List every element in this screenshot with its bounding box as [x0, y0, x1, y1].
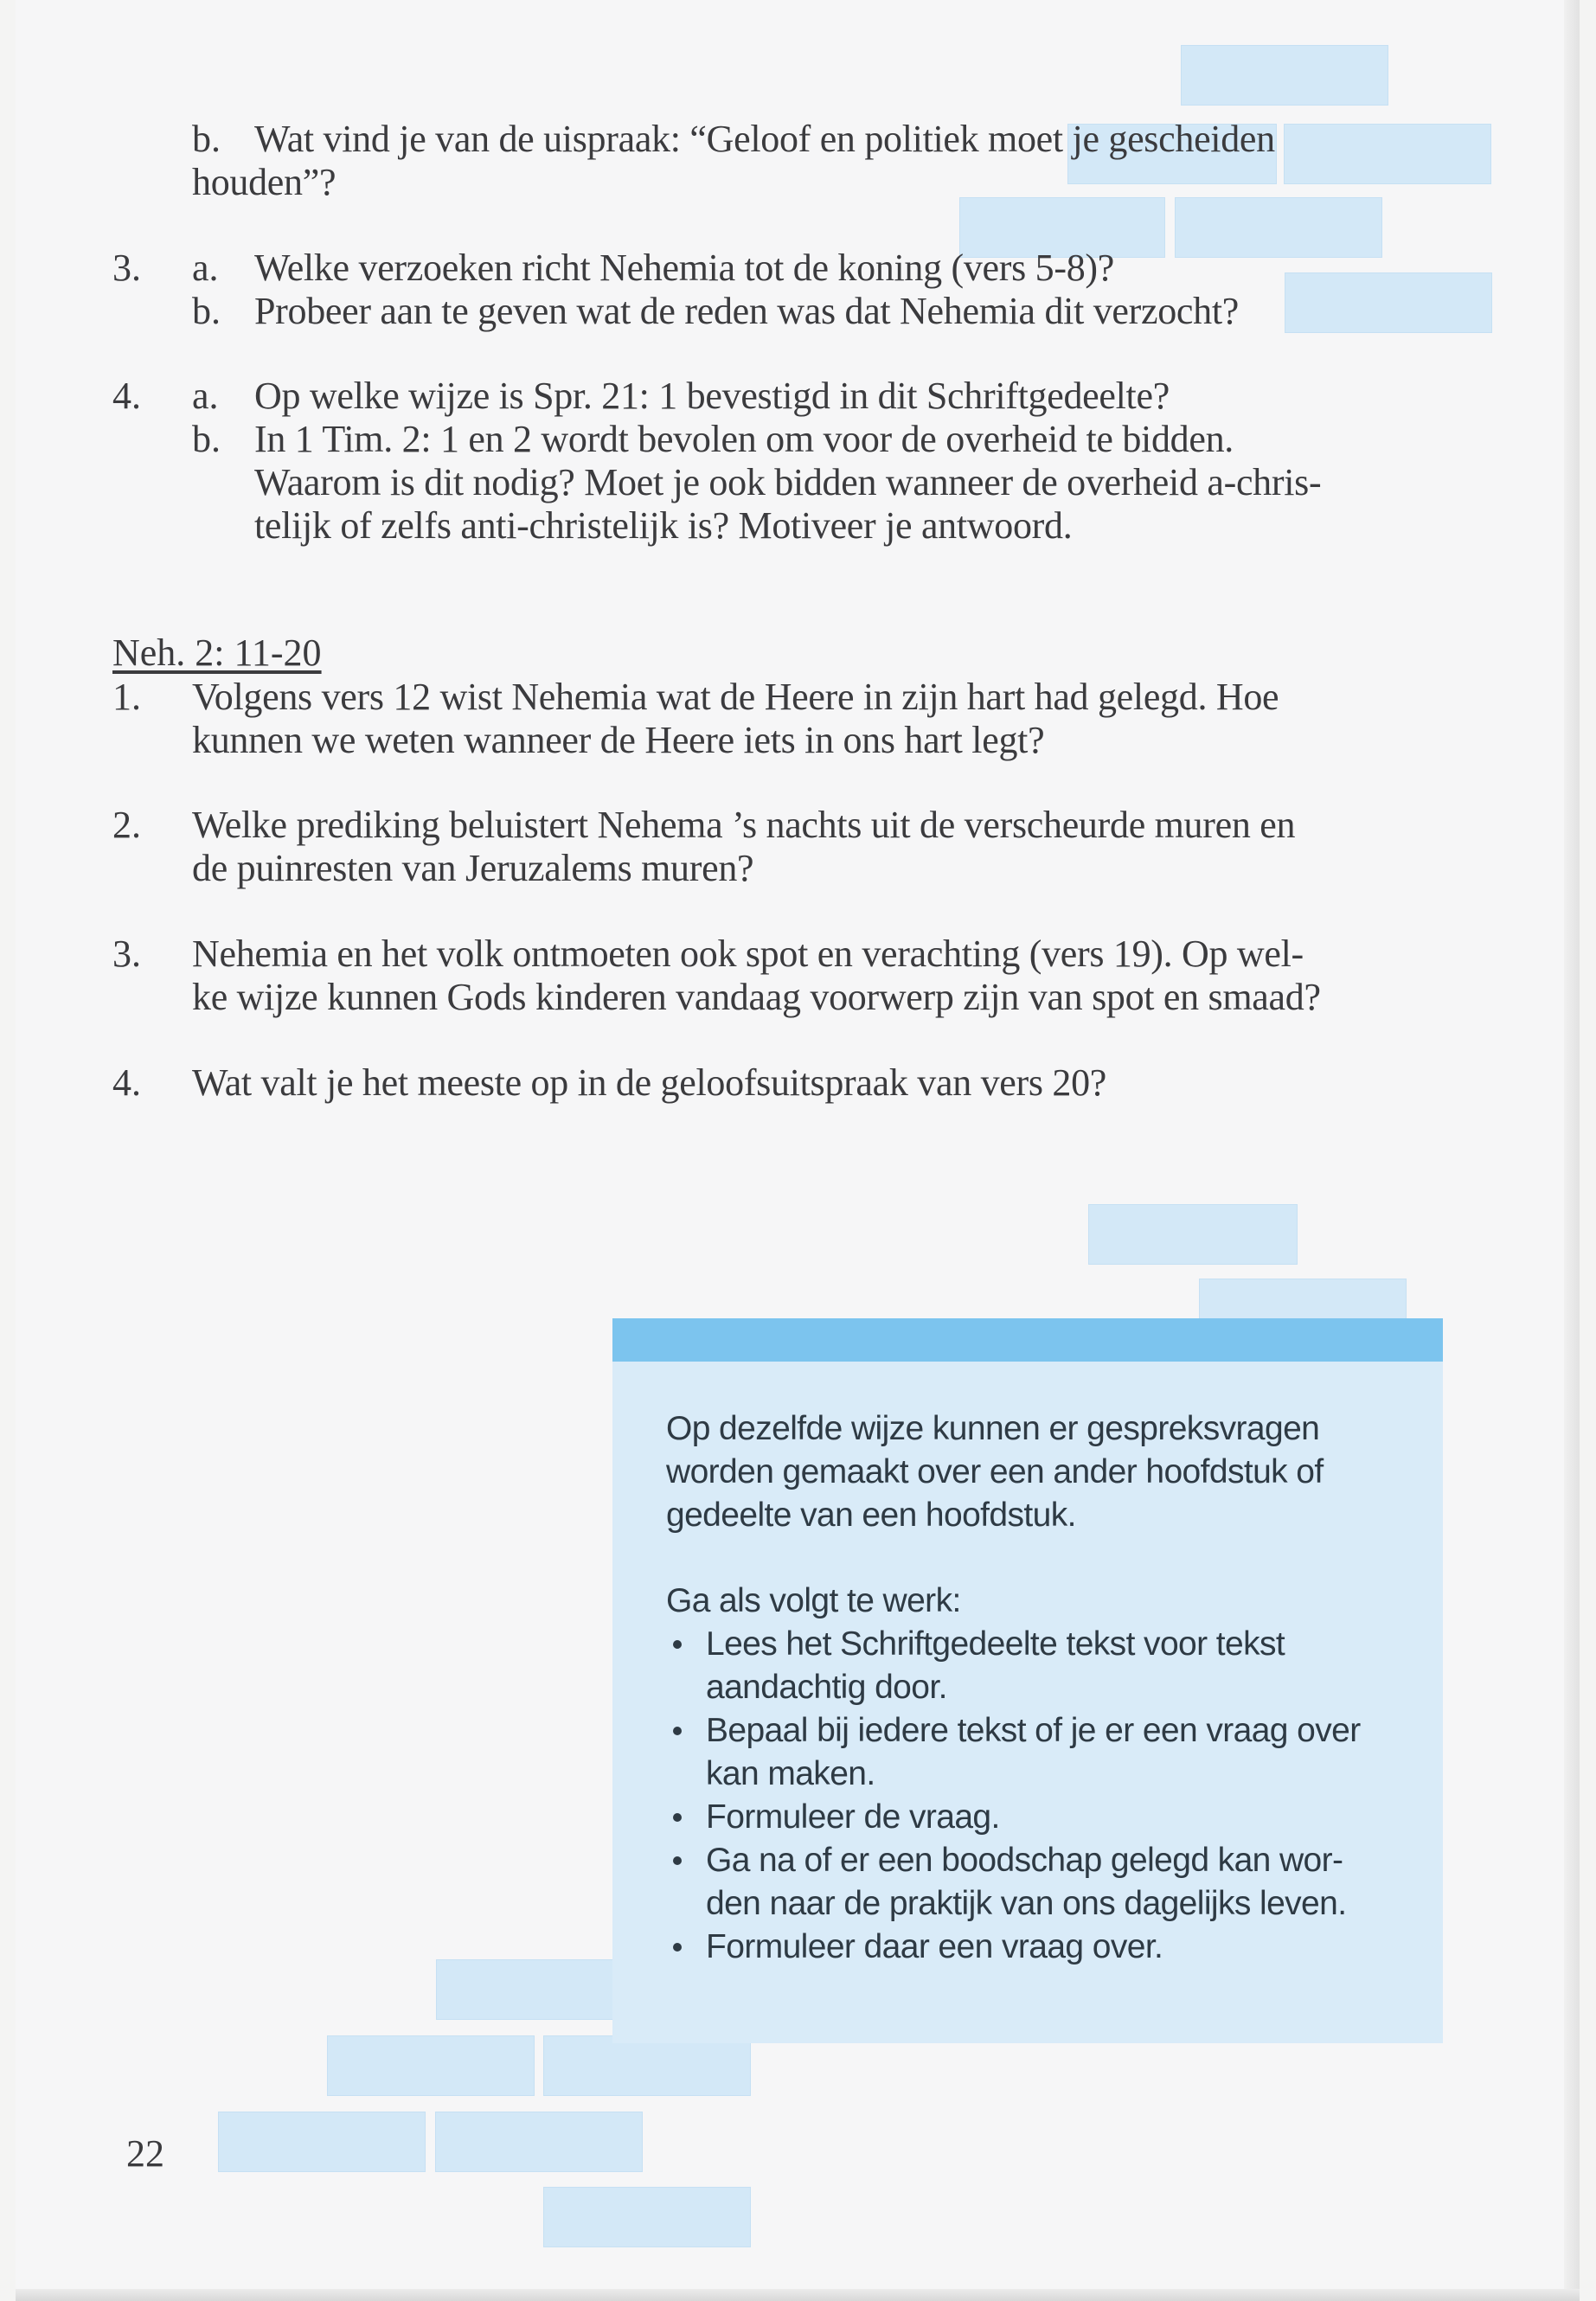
question-3b-text: Probeer aan te geven wat de reden was dat Nehemia dit verzocht?: [254, 290, 1240, 332]
section-heading: Neh. 2: 11-20: [112, 631, 322, 674]
info-intro-line1: Op dezelfde wijze kunnen er gespreksvragen: [666, 1410, 1320, 1447]
question-2b-line2: houden”?: [192, 161, 337, 203]
bullet-dot-icon: [673, 1813, 682, 1822]
question-4b-line1: In 1 Tim. 2: 1 en 2 wordt bevolen om voor de overheid te bidden.: [254, 418, 1234, 460]
bullet-dot-icon: [673, 1943, 682, 1952]
section2-question-3-line1: Nehemia en het volk ontmoeten ook spot en verachting (vers 19). Op wel-: [192, 933, 1304, 975]
question-4b-line3: telijk of zelfs anti-christelijk is? Motiveer je antwoord.: [254, 504, 1073, 547]
info-steps-heading: Ga als volgt te werk:: [666, 1582, 961, 1619]
info-intro-line3: gedeelte van een hoofdstuk.: [666, 1497, 1076, 1534]
list-item: [666, 1796, 1419, 1839]
question-2b-line1: Wat vind je van de uispraak: “Geloof en politiek moet je gescheiden: [254, 118, 1275, 160]
decorative-brick: [1175, 197, 1382, 258]
list-item-line1: Ga na of er een boodschap gelegd kan wor-: [706, 1842, 1343, 1879]
list-item-line2: kan maken.: [706, 1755, 875, 1792]
section2-question-2-line1: Welke prediking beluistert Nehema ’s nachts uit de verscheurde muren en: [192, 804, 1296, 846]
bullet-dot-icon: [673, 1640, 682, 1649]
decorative-brick: [1181, 45, 1388, 106]
decorative-brick: [1088, 1204, 1298, 1265]
list-item-line1: Bepaal bij iedere tekst of je er een vraag over: [706, 1712, 1361, 1749]
list-item: [666, 1926, 1419, 1969]
info-steps-list: [666, 1623, 1419, 1969]
question-4a-letter: a.: [192, 375, 219, 417]
decorative-brick: [1285, 272, 1492, 333]
section2-question-1-line2: kunnen we weten wanneer de Heere iets in ons hart legt?: [192, 719, 1045, 761]
list-item-line2: aandachtig door.: [706, 1669, 947, 1706]
question-4a-text: Op welke wijze is Spr. 21: 1 bevestigd in dit Schriftgedeelte?: [254, 375, 1170, 417]
question-4b-line2: Waarom is dit nodig? Moet je ook bidden wanneer de overheid a-chris-: [254, 461, 1322, 503]
decorative-brick: [1284, 124, 1491, 184]
question-3-number: 3.: [112, 247, 141, 289]
bullet-dot-icon: [673, 1727, 682, 1735]
section2-question-2-line2: de puinresten van Jeruzalems muren?: [192, 847, 754, 889]
page-number: 22: [126, 2132, 164, 2175]
question-4-number: 4.: [112, 375, 141, 417]
decorative-brick: [543, 2187, 751, 2247]
list-item-line1: Formuleer daar een vraag over.: [706, 1928, 1163, 1965]
decorative-brick: [435, 2112, 643, 2172]
section2-question-2-number: 2.: [112, 804, 141, 846]
list-item-line1: Lees het Schriftgedeelte tekst voor tekst: [706, 1625, 1285, 1663]
decorative-brick: [218, 2112, 426, 2172]
bullet-dot-icon: [673, 1856, 682, 1865]
section2-question-4-text: Wat valt je het meeste op in de geloofsuitspraak van vers 20?: [192, 1061, 1107, 1104]
question-2b-letter: b.: [192, 118, 221, 160]
question-4b-letter: b.: [192, 418, 221, 460]
question-3a-text: Welke verzoeken richt Nehemia tot de koning (vers 5-8)?: [254, 247, 1114, 289]
section2-question-1-line1: Volgens vers 12 wist Nehemia wat de Heere in zijn hart had gelegd. Hoe: [192, 676, 1279, 718]
question-3b-letter: b.: [192, 290, 221, 332]
info-intro-line2: worden gemaakt over een ander hoofdstuk of: [666, 1453, 1324, 1490]
list-item-line1: Formuleer de vraag.: [706, 1798, 1000, 1836]
page-edge-bottom: [16, 2289, 1580, 2301]
list-item: [666, 1839, 1419, 1926]
list-item: [666, 1623, 1419, 1709]
info-box-top-bar: [612, 1318, 1443, 1362]
section2-question-1-number: 1.: [112, 676, 141, 718]
section2-question-3-line2: ke wijze kunnen Gods kinderen vandaag voorwerp zijn van spot en smaad?: [192, 976, 1321, 1018]
decorative-brick: [327, 2035, 535, 2096]
info-box: [612, 1318, 1443, 2043]
decorative-brick: [543, 2035, 751, 2096]
section2-question-4-number: 4.: [112, 1061, 141, 1104]
page-edge-right: [1564, 0, 1580, 2301]
question-3a-letter: a.: [192, 247, 219, 289]
list-item-line2: den naar de praktijk van ons dagelijks leven.: [706, 1885, 1347, 1922]
page: [16, 0, 1580, 2301]
list-item: [666, 1709, 1419, 1796]
section2-question-3-number: 3.: [112, 933, 141, 975]
